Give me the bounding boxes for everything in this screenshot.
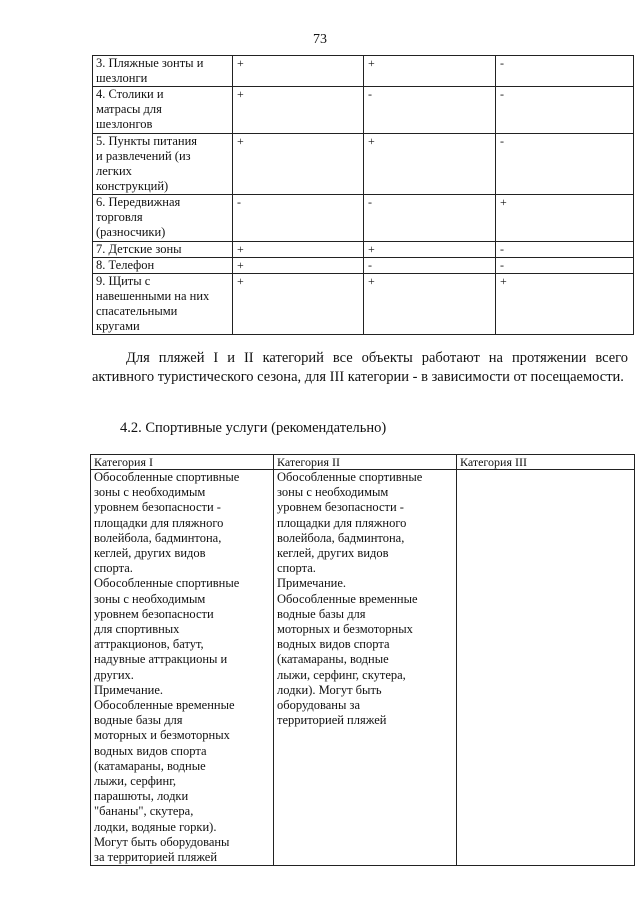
facility-label-line: матрасы для [96,102,162,116]
table-row [93,134,634,195]
table-row [93,242,634,258]
category-2-mark: + [364,134,496,195]
category-3-mark: + [496,274,634,335]
cat2-text-line: площадки для пляжного [277,515,407,530]
facility-label-cell [93,134,233,195]
cat2-text-line: Обособленные спортивные [277,470,423,484]
header-category-3: Категория III [457,455,635,470]
cat1-text-line: водных видов спорта [94,743,207,758]
sports-table-row [91,470,635,866]
cat1-text-line: для спортивных [94,622,180,637]
category-2-mark: - [364,87,496,134]
cat1-text-line: Обособленные спортивные [94,470,240,484]
facility-label-line: 4. Столики и [96,87,164,101]
table-row [93,274,634,335]
facility-label-line: 3. Пляжные зонты и [96,56,204,70]
cat2-text-line: территорией пляжей [277,713,387,728]
facility-label-line: конструкций) [96,179,169,193]
facility-label-cell [93,195,233,242]
category-1-mark: + [233,56,364,87]
facility-label-line: 5. Пункты питания [96,134,198,148]
facility-label-cell [93,274,233,335]
facility-label-line: торговля [96,210,143,224]
facility-label-cell [93,258,233,274]
cat2-text-line: моторных и безмоторных [277,622,413,637]
cat1-text-line: площадки для пляжного [94,515,224,530]
cat2-text-line: водные базы для [277,606,366,621]
category-3-mark: - [496,242,634,258]
header-category-2: Категория II [274,455,457,470]
cat2-text-line: уровнем безопасности - [277,500,404,515]
category-2-mark: - [364,258,496,274]
category-1-mark: + [233,242,364,258]
category-3-mark: + [496,195,634,242]
cat2-text-line: лыжи, серфинг, скутера, [277,667,406,682]
facility-label-line: 8. Телефон [96,258,155,272]
facility-label-line: шезлонги [96,71,148,85]
table-row [93,195,634,242]
cat1-text-line: уровнем безопасности [94,606,214,621]
cat1-text-line: (катамараны, водные [94,758,206,773]
facility-label-cell [93,56,233,87]
cat1-text-line: лыжи, серфинг, [94,774,177,789]
category-1-mark: + [233,274,364,335]
cat1-text-line: кеглей, других видов [94,546,206,561]
cat1-text-line: "бананы", скутера, [94,804,194,819]
facility-label-line: 9. Щиты с [96,274,151,288]
category-1-mark: - [233,195,364,242]
facility-label-line: легких [96,164,132,178]
facility-label-cell [93,242,233,258]
cat1-text-line: волейбола, бадминтона, [94,530,222,545]
category-3-mark: - [496,87,634,134]
category-3-cell [457,470,635,866]
facility-label-line: шезлонгов [96,117,153,131]
category-2-mark: + [364,56,496,87]
cat1-text-line: надувные аттракционы и [94,652,228,667]
operation-paragraph: Для пляжей I и II категорий все объекты работают на протяжении всего активного туристического сезона, для III категории - в зависимости от посещаемости. [92,350,628,385]
facility-label-line: (разносчики) [96,225,166,239]
facility-label-line: кругами [96,319,140,333]
cat2-text-line: Обособленные временные [277,591,418,606]
facility-label-cell [93,87,233,134]
category-2-cell [274,470,457,866]
cat2-text-line: волейбола, бадминтона, [277,530,405,545]
cat2-text-line: водных видов спорта [277,637,390,652]
cat2-text-line: зоны с необходимым [277,485,389,500]
cat2-text-line: оборудованы за [277,698,361,713]
cat2-text-line: спорта. [277,561,316,576]
cat1-text-line: Обособленные спортивные [94,576,240,591]
facility-label-line: и развлечений (из [96,149,191,163]
page-number: 73 [313,32,327,47]
table-row [93,56,634,87]
cat1-text-line: моторных и безмоторных [94,728,230,743]
table-row [93,258,634,274]
category-2-mark: + [364,242,496,258]
cat1-text-line: аттракционов, батут, [94,637,204,652]
table-row [93,87,634,134]
cat1-text-line: Примечание. [94,682,164,697]
cat1-text-line: уровнем безопасности - [94,500,221,515]
beach-facilities-table [92,55,634,335]
beach-facilities-table-body [93,56,634,335]
cat1-text-line: за территорией пляжей [94,850,218,865]
section-title: 4.2. Спортивные услуги (рекомендательно) [120,420,387,436]
cat1-text-line: лодки, водяные горки). [94,819,217,834]
category-1-cell [91,470,274,866]
sports-services-table [90,454,635,866]
category-3-mark: - [496,134,634,195]
cat2-text-line: Примечание. [277,576,347,591]
cat2-text-line: лодки). Могут быть [277,682,382,697]
cat2-text-line: (катамараны, водные [277,652,389,667]
category-1-mark: + [233,87,364,134]
cat1-text-line: зоны с необходимым [94,591,206,606]
category-3-mark: - [496,56,634,87]
category-2-mark: - [364,195,496,242]
cat1-text-line: зоны с необходимым [94,485,206,500]
cat1-text-line: Могут быть оборудованы [94,834,230,849]
category-1-mark: + [233,258,364,274]
facility-label-line: 7. Детские зоны [96,242,182,256]
sports-table-header-row [91,455,635,470]
category-1-mark: + [233,134,364,195]
cat1-text-line: спорта. [94,561,133,576]
category-3-mark: - [496,258,634,274]
category-2-mark: + [364,274,496,335]
facility-label-line: навешенными на них [96,289,210,303]
cat1-text-line: водные базы для [94,713,183,728]
cat1-text-line: Обособленные временные [94,698,235,713]
facility-label-line: спасательными [96,304,178,318]
cat1-text-line: парашюты, лодки [94,789,189,804]
facility-label-line: 6. Передвижная [96,195,181,209]
header-category-1: Категория I [91,455,274,470]
cat1-text-line: других. [94,667,134,682]
cat2-text-line: кеглей, других видов [277,546,389,561]
